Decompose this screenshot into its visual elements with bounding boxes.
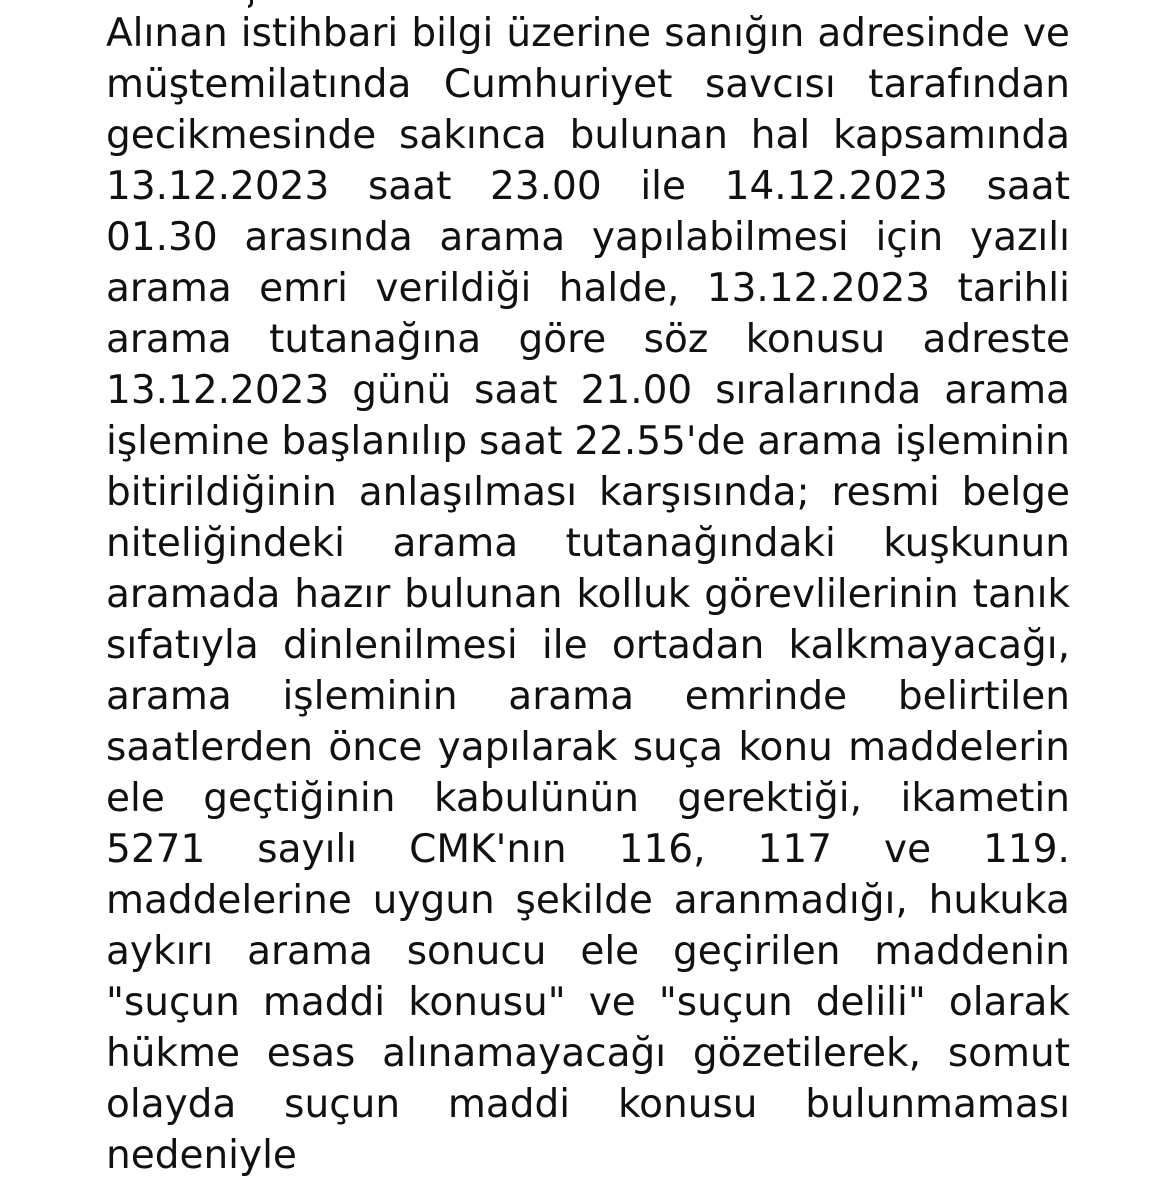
word: tutanağındaki [565, 521, 836, 566]
word: ve [588, 980, 636, 1025]
word: maddi [447, 1082, 571, 1127]
text-line [106, 671, 1070, 722]
word: aramada [106, 572, 281, 617]
word: ortadan [611, 623, 765, 668]
text-line [106, 518, 1070, 569]
word: tarihli [957, 266, 1070, 311]
word: müştemilatında [106, 62, 412, 107]
word: "suçun [106, 980, 240, 1025]
word: saat [367, 164, 452, 209]
word: saat [986, 164, 1070, 209]
text-line [106, 824, 1070, 875]
word: arama [508, 674, 635, 719]
text-line [106, 722, 1070, 773]
text-line [106, 161, 1070, 212]
legal-text-paragraph [106, 8, 1070, 1181]
word: emrinde [684, 674, 848, 719]
word: niteliğindeki [106, 521, 345, 566]
word: 117 [757, 827, 832, 872]
word: sıfatıyla [106, 623, 259, 668]
word: olayda [106, 1082, 237, 1127]
word: kalkmayacağı, [788, 623, 1070, 668]
word: ile [640, 164, 686, 209]
word: tanık [972, 572, 1070, 617]
word: ile [541, 623, 588, 668]
word: 01.30 [106, 215, 218, 260]
text-line [106, 1028, 1070, 1079]
text-line [106, 314, 1070, 365]
word: sakınca [399, 113, 547, 158]
word: kabulünün [433, 776, 639, 821]
word: arama [106, 674, 232, 719]
word: ele [580, 929, 640, 974]
text-line [106, 467, 1070, 518]
word: bitirildiğinin [106, 470, 337, 515]
word: anlaşılması [358, 470, 578, 515]
word: adreste [922, 317, 1070, 362]
word: CMK'nın [409, 827, 567, 872]
word: işleminin [282, 674, 458, 719]
word: tarafından [868, 62, 1070, 107]
word: arama [757, 419, 884, 464]
word: resmi [831, 470, 940, 515]
word: geçirilen [673, 929, 841, 974]
word: gözetilerek, [692, 1031, 922, 1076]
word: için [875, 215, 944, 260]
text-line [106, 620, 1070, 671]
word: sonucu [406, 929, 547, 974]
word: bulunan [404, 572, 563, 617]
word: emri [259, 266, 348, 311]
word: aykırı [106, 929, 214, 974]
word: 23.00 [490, 164, 602, 209]
word: saat [474, 368, 558, 413]
word: arama [106, 266, 232, 311]
word: yapılarak [437, 725, 618, 770]
word: karşısında; [598, 470, 810, 515]
word: hukuka [928, 878, 1070, 923]
word: maddenin [874, 929, 1070, 974]
word: bulunan [569, 113, 728, 158]
text-line [106, 8, 1070, 59]
word: göre [518, 317, 607, 362]
text-line [106, 875, 1070, 926]
word: sanığın [664, 11, 805, 56]
word: somut [947, 1031, 1070, 1076]
word: dinlenilmesi [282, 623, 518, 668]
word: adresinde [817, 11, 1010, 56]
word: istihbari [240, 11, 399, 56]
word: suçun [284, 1082, 401, 1127]
word: günü [352, 368, 452, 413]
word: 13.12.2023 [106, 368, 330, 413]
text-line [106, 212, 1070, 263]
word: 14.12.2023 [724, 164, 948, 209]
word: arama [106, 317, 232, 362]
word: söz [643, 317, 709, 362]
cropped-previous-line-fragment [248, 0, 257, 8]
word: sayılı [257, 827, 358, 872]
word: "suçun [658, 980, 793, 1025]
word: şekilde [515, 878, 653, 923]
word: arama [247, 929, 373, 974]
word: arama [944, 368, 1070, 413]
word: maddelerin [848, 725, 1070, 770]
word: üzerine [506, 11, 652, 56]
word: 5271 [106, 827, 206, 872]
word: 119. [983, 827, 1070, 872]
text-line [106, 365, 1070, 416]
word: halde, [558, 266, 680, 311]
text-line [106, 926, 1070, 977]
word: 21.00 [580, 368, 693, 413]
word: verildiği [375, 266, 532, 311]
word: bulunmaması [805, 1082, 1070, 1127]
word: yapılabilmesi [591, 215, 849, 260]
text-line [106, 110, 1070, 161]
word: kolluk [576, 572, 691, 617]
text-line [106, 263, 1070, 314]
word: saat [478, 419, 563, 464]
word: arama [439, 215, 566, 260]
word: önce [328, 725, 423, 770]
word: konusu [617, 1082, 758, 1127]
word: arasında [244, 215, 413, 260]
word: konu [738, 725, 833, 770]
word: 13.12.2023 [106, 164, 330, 209]
text-line [106, 416, 1070, 467]
text-line [106, 569, 1070, 620]
word: Alınan [106, 11, 228, 56]
word: suça [632, 725, 724, 770]
word: bilgi [411, 11, 494, 56]
word: başlanılıp [281, 419, 468, 464]
word: kapsamında [833, 113, 1070, 158]
word: ve [1022, 11, 1070, 56]
word: arama [392, 521, 519, 566]
word: maddelerine [106, 878, 352, 923]
word: hazır [294, 572, 391, 617]
word: saatlerden [106, 725, 314, 770]
text-line [106, 773, 1070, 824]
text-line [106, 977, 1070, 1028]
word: aranmadığı, [673, 878, 908, 923]
word: tutanağına [269, 317, 482, 362]
word: maddi [262, 980, 386, 1025]
word: savcısı [704, 62, 836, 107]
word: hal [750, 113, 811, 158]
word: olarak [948, 980, 1070, 1025]
word: kuşkunun [883, 521, 1070, 566]
word: ve [883, 827, 932, 872]
word: alınamayacağı [382, 1031, 667, 1076]
word: gerektiği, [677, 776, 863, 821]
word: uygun [372, 878, 495, 923]
word: işleminin [894, 419, 1070, 464]
text-line [106, 1079, 1070, 1130]
word: yazılı [969, 215, 1070, 260]
word: delili" [815, 980, 926, 1025]
word: ikametin [900, 776, 1070, 821]
word: konusu [745, 317, 886, 362]
word: görevlilerinin [704, 572, 959, 617]
word: 116, [618, 827, 706, 872]
word: işlemine [106, 419, 270, 464]
word: 13.12.2023 [706, 266, 931, 311]
text-line [106, 59, 1070, 110]
word: Cumhuriyet [443, 62, 673, 107]
word: konusu" [408, 980, 566, 1025]
word: gecikmesinde [106, 113, 377, 158]
word: geçtiğinin [203, 776, 396, 821]
word: sıralarında [715, 368, 922, 413]
text-line: nedeniyle [106, 1133, 297, 1178]
word: esas [266, 1031, 356, 1076]
word: ele [106, 776, 165, 821]
word: belge [961, 470, 1070, 515]
word: belirtilen [897, 674, 1070, 719]
word: hükme [106, 1031, 241, 1076]
word: 22.55'de [574, 419, 746, 464]
